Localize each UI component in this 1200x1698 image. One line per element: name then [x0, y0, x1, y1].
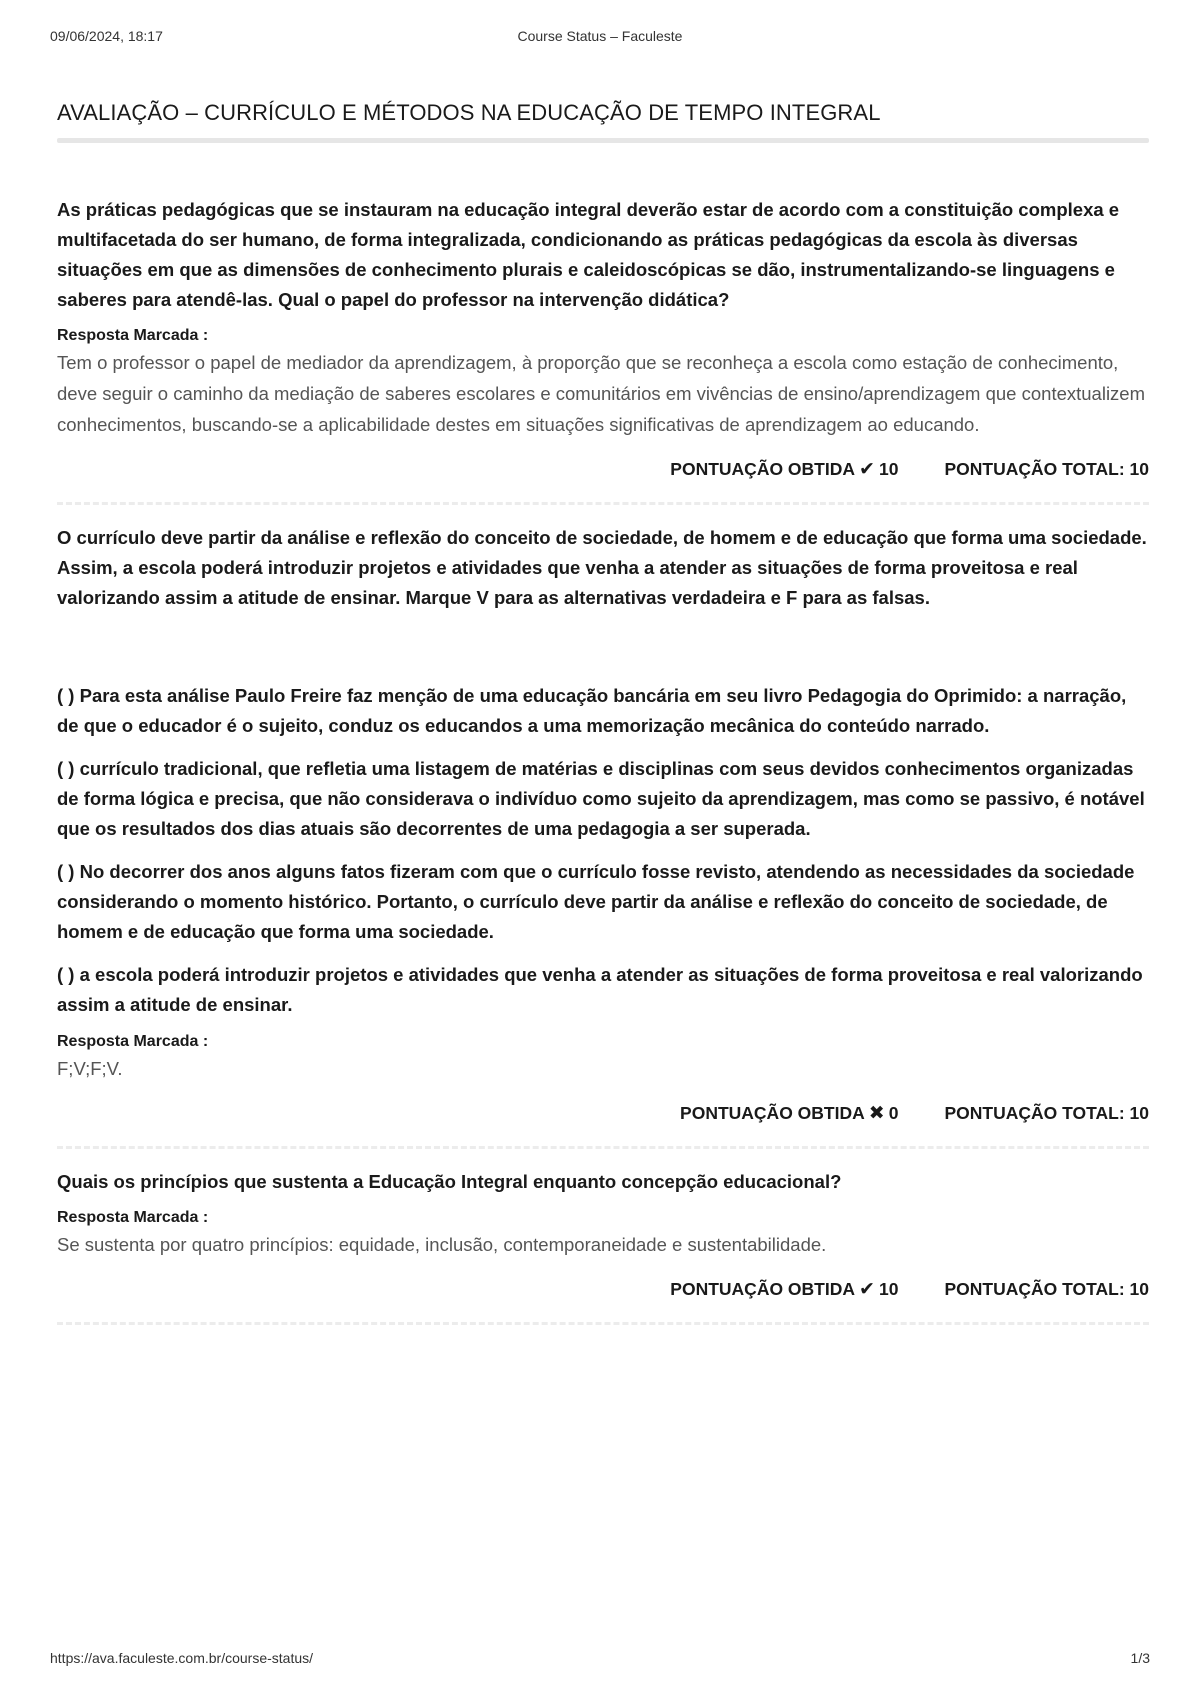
- score-obtained-label: PONTUAÇÃO OBTIDA: [670, 1278, 856, 1299]
- answer-label: Resposta Marcada :: [57, 327, 209, 344]
- question-3: [57, 1167, 1149, 1325]
- content: [57, 100, 1149, 1343]
- question-text: As práticas pedagógicas que se instauram na educação integral deverão estar de acordo com a constituição complexa e multifacetada do ser humano, de forma integralizada, condicionando as práticas pedagógicas da escola às diversas situações em que as dimensões de conhecimento plurais e caleidoscópicas se dão, instrumentalizando-se linguagens e saberes para atendê-las. Qual o papel do professor na intervenção didática?: [57, 199, 1120, 310]
- page-number: 1/3: [1130, 1650, 1150, 1666]
- question-1: [57, 195, 1149, 505]
- answer-text: F;V;F;V.: [57, 1058, 123, 1079]
- title-divider: [57, 138, 1149, 143]
- score-row: [57, 1098, 1149, 1128]
- score-total-value: 10: [1129, 458, 1149, 479]
- score-total: [944, 1279, 1149, 1300]
- score-total-value: 10: [1129, 1102, 1149, 1123]
- statement-item: ( ) Para esta análise Paulo Freire faz menção de uma educação bancária em seu livro Pedagogia do Oprimido: a narração, de que o educador é o sujeito, conduz os educandos a uma memorização mecânica do conteúdo narrado.: [57, 685, 1127, 736]
- score-obtained-value: 10: [879, 458, 899, 479]
- cross-icon: ✖: [868, 1102, 885, 1124]
- score-obtained-value: 0: [888, 1102, 899, 1123]
- answer-text: Tem o professor o papel de mediador da aprendizagem, à proporção que se reconheça a escola como estação de conhecimento, deve seguir o caminho da mediação de saberes escolares e comunitários em vivências de ensino/aprendizagem que contextualizem conhecimentos, buscando-se a aplicabilidade destes em situações significativas de aprendizagem ao educando.: [57, 352, 1146, 435]
- check-icon: ✔: [859, 1278, 875, 1300]
- question-text: Quais os princípios que sustenta a Educação Integral enquanto concepção educacional?: [57, 1171, 842, 1192]
- answer-label: Resposta Marcada :: [57, 1209, 209, 1226]
- score-total-value: 10: [1129, 1278, 1149, 1299]
- score-obtained: [680, 1102, 898, 1125]
- print-header: [50, 28, 1150, 48]
- print-datetime: 09/06/2024, 18:17: [50, 28, 163, 44]
- check-icon: ✔: [859, 458, 875, 480]
- score-total-label: PONTUAÇÃO TOTAL:: [944, 1278, 1125, 1299]
- answer-label: Resposta Marcada :: [57, 1033, 209, 1050]
- statement-item: ( ) No decorrer dos anos alguns fatos fizeram com que o currículo fosse revisto, atendendo as necessidades da sociedade considerando o momento histórico. Portanto, o currículo deve partir da análise e reflexão do conceito de sociedade, de homem e de educação que forma uma sociedade.: [57, 861, 1135, 942]
- print-url[interactable]: https://ava.faculeste.com.br/course-status/: [50, 1650, 314, 1666]
- statement-item: ( ) currículo tradicional, que refletia uma listagem de matérias e disciplinas com seus devidos conhecimentos organizadas de forma lógica e precisa, que não considerava o indivíduo como sujeito da aprendizagem, mas como se passivo, é notável que os resultados dos dias atuais são decorrentes de uma pedagogia a ser superada.: [57, 758, 1145, 839]
- score-obtained: [670, 458, 898, 481]
- answer-text: Se sustenta por quatro princípios: equidade, inclusão, contemporaneidade e sustentabilidade.: [57, 1234, 827, 1255]
- question-2: [57, 523, 1149, 1149]
- print-footer: [50, 1650, 1150, 1670]
- score-obtained-label: PONTUAÇÃO OBTIDA: [670, 458, 856, 479]
- score-total: [944, 1103, 1149, 1124]
- score-obtained-label: PONTUAÇÃO OBTIDA: [680, 1102, 865, 1123]
- score-total-label: PONTUAÇÃO TOTAL:: [944, 1102, 1125, 1123]
- score-total: [944, 459, 1149, 480]
- score-row: [57, 1274, 1149, 1304]
- score-row: [57, 454, 1149, 484]
- score-obtained-value: 10: [879, 1278, 899, 1299]
- question-text: O currículo deve partir da análise e reflexão do conceito de sociedade, de homem e de educação que forma uma sociedade. Assim, a escola poderá introduzir projetos e atividades que venha a atender as situações de forma proveitosa e real valorizando assim a atitude de ensinar. Marque V para as alternativas verdadeira e F para as falsas.: [57, 527, 1147, 608]
- statement-item: ( ) a escola poderá introduzir projetos e atividades que venha a atender as situações de forma proveitosa e real valorizando assim a atitude de ensinar.: [57, 964, 1143, 1015]
- score-total-label: PONTUAÇÃO TOTAL:: [944, 458, 1125, 479]
- question-divider: [57, 1146, 1149, 1149]
- score-obtained: [670, 1278, 898, 1301]
- question-divider: [57, 502, 1149, 505]
- question-divider: [57, 1322, 1149, 1325]
- page-title: AVALIAÇÃO – CURRÍCULO E MÉTODOS NA EDUCAÇÃO DE TEMPO INTEGRAL: [57, 100, 881, 125]
- print-doc-title: Course Status – Faculeste: [517, 28, 683, 44]
